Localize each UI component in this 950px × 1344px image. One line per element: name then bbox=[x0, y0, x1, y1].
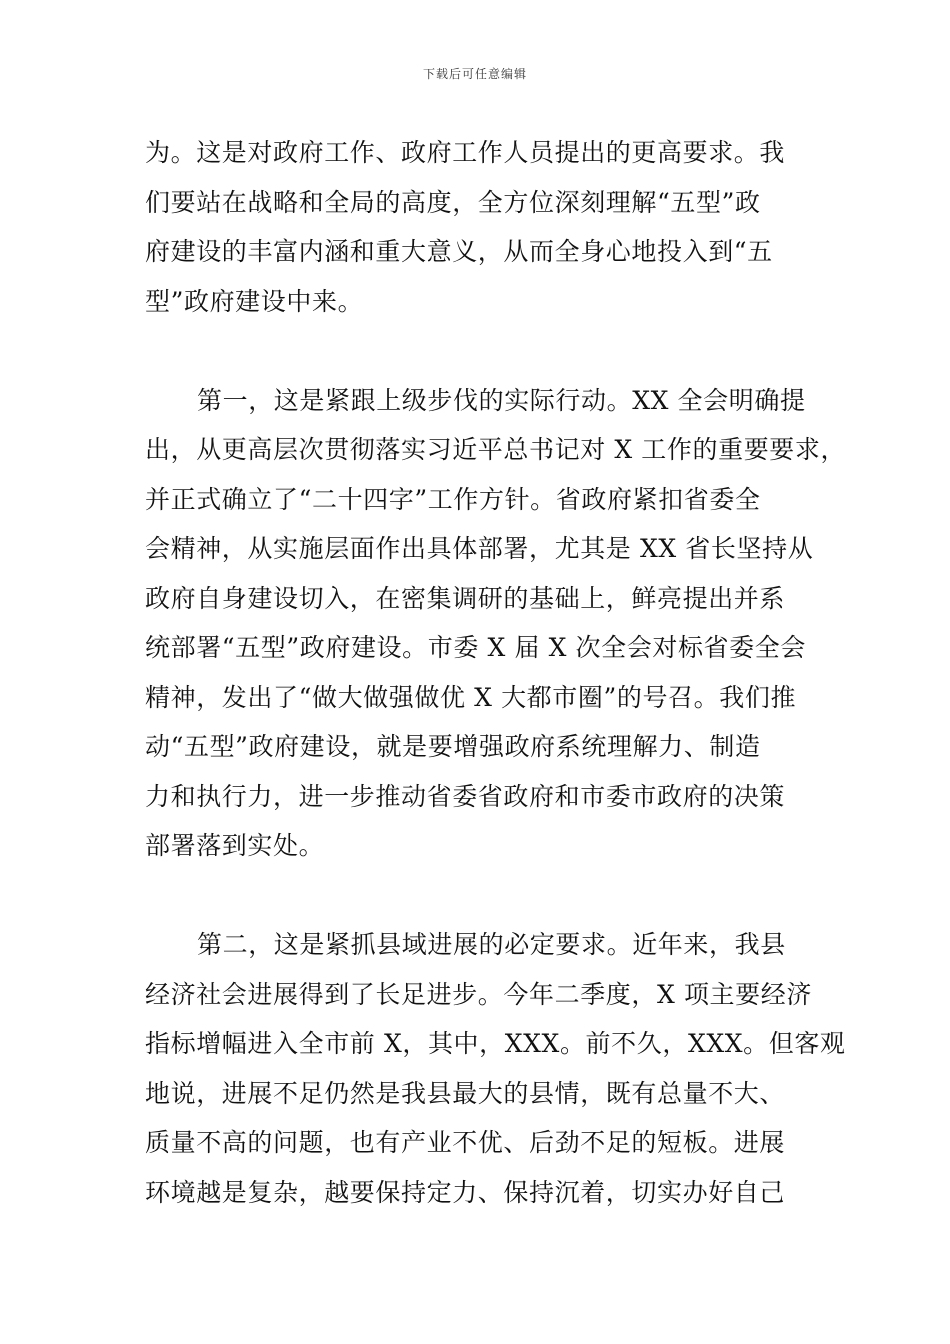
text-line: 政府自身建设切入，在密集调研的基础上，鲜亮提出并系 bbox=[145, 583, 786, 613]
text-line: 会精神，从实施层面作出具体部署，尤其是 XX 省长坚持从 bbox=[145, 534, 814, 563]
text-line: 第一，这是紧跟上级步伐的实际行动。XX 全会明确提 bbox=[197, 385, 806, 415]
paragraph-first-point bbox=[145, 376, 847, 871]
text-line: 型”政府建设中来。 bbox=[145, 286, 364, 316]
text-line: 质量不高的问题，也有产业不优、后劲不足的短板。进展 bbox=[145, 1128, 786, 1157]
text-line: 并正式确立了“二十四字”工作方针。省政府紧扣省委全 bbox=[145, 484, 761, 514]
paragraph-spacer bbox=[145, 326, 815, 376]
text-line: 们要站在战略和全局的高度，全方位深刻理解“五型”政 bbox=[145, 187, 761, 217]
text-line: 地说，进展不足仍然是我县最大的县情，既有总量不大、 bbox=[145, 1078, 786, 1108]
text-line: 精神，发出了“做大做强做优 X 大都市圈”的号召。我们推 bbox=[145, 682, 797, 712]
document-body bbox=[145, 128, 847, 1217]
text-line: 动“五型”政府建设，就是要增强政府系统理解力、制造 bbox=[145, 732, 761, 761]
text-line: 力和执行力，进一步推动省委省政府和市委市政府的决策 bbox=[145, 781, 786, 811]
text-line: 府建设的丰富内涵和重大意义，从而全身心地投入到“五 bbox=[145, 237, 773, 266]
text-line: 经济社会进展得到了长足进步。今年二季度，X 项主要经济 bbox=[145, 979, 812, 1009]
text-line: 第二，这是紧抓县域进展的必定要求。近年来，我县 bbox=[197, 930, 786, 959]
text-line: 环境越是复杂，越要保持定力、保持沉着，切实办好自己 bbox=[145, 1177, 786, 1207]
paragraph-continuation bbox=[145, 128, 815, 326]
paragraph-second-point bbox=[145, 920, 846, 1217]
text-line: 为。这是对政府工作、政府工作人员提出的更高要求。我 bbox=[145, 138, 786, 167]
page-header: 下载后可任意编辑 bbox=[422, 67, 527, 81]
text-line: 出，从更高层次贯彻落实习近平总书记对 X 工作的重要要求， bbox=[145, 435, 847, 464]
text-line: 指标增幅进入全市前 X，其中，XXX。前不久，XXX。但客观 bbox=[145, 1029, 846, 1058]
text-line: 统部署“五型”政府建设。市委 X 届 X 次全会对标省委全会 bbox=[145, 633, 806, 662]
paragraph-spacer bbox=[145, 871, 815, 921]
text-line: 部署落到实处。 bbox=[145, 831, 325, 860]
